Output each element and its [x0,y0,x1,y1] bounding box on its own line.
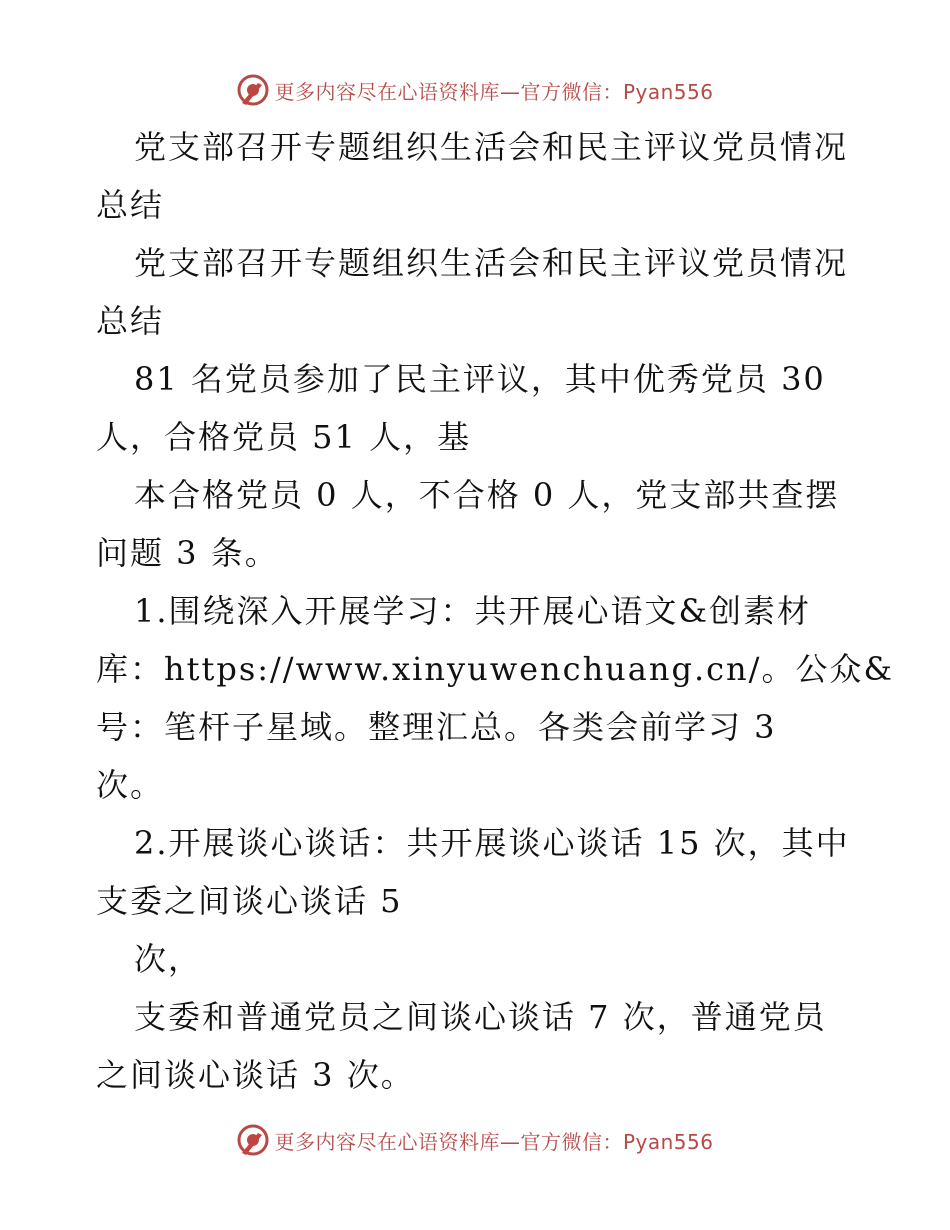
document-line: 党支部召开专题组织生活会和民主评议党员情况 [134,128,849,166]
document-body [96,118,894,1104]
pen-seal-logo-icon [236,1123,270,1157]
document-line: 81 名党员参加了民主评议，其中优秀党员 30 [134,360,826,398]
document-line: 总结 [96,186,165,224]
document-line: 党支部召开专题组织生活会和民主评议党员情况 [134,244,849,282]
header-watermark-banner [0,70,950,110]
document-line: 之间谈心谈话 3 次。 [96,1056,415,1094]
document-line: 支委之间谈心谈话 5 [96,882,403,920]
footer-watermark-text: 更多内容尽在心语资料库—官方微信：Pyan556 [274,1129,714,1154]
document-line: 库：https://www.xinyuwenchuang.cn/。公众& [96,650,894,688]
document-line: 总结 [96,302,165,340]
document-line: 次， [134,940,203,978]
document-line: 1.围绕深入开展学习：共开展心语文&创素材 [134,592,812,630]
header-watermark-text: 更多内容尽在心语资料库—官方微信：Pyan556 [274,79,714,104]
document-line: 本合格党员 0 人，不合格 0 人，党支部共查摆 [134,476,840,514]
document-line: 次。 [96,766,165,804]
document-line: 支委和普通党员之间谈心谈话 7 次，普通党员 [134,998,827,1036]
footer-watermark-banner [0,1120,950,1160]
pen-seal-logo-icon [236,73,270,107]
document-line: 人，合格党员 51 人，基 [96,418,472,456]
document-line: 2.开展谈心谈话：共开展谈心谈话 15 次，其中 [134,824,850,862]
document-line: 问题 3 条。 [96,534,279,572]
document-line: 号：笔杆子星域。整理汇总。各类会前学习 3 [96,708,777,746]
